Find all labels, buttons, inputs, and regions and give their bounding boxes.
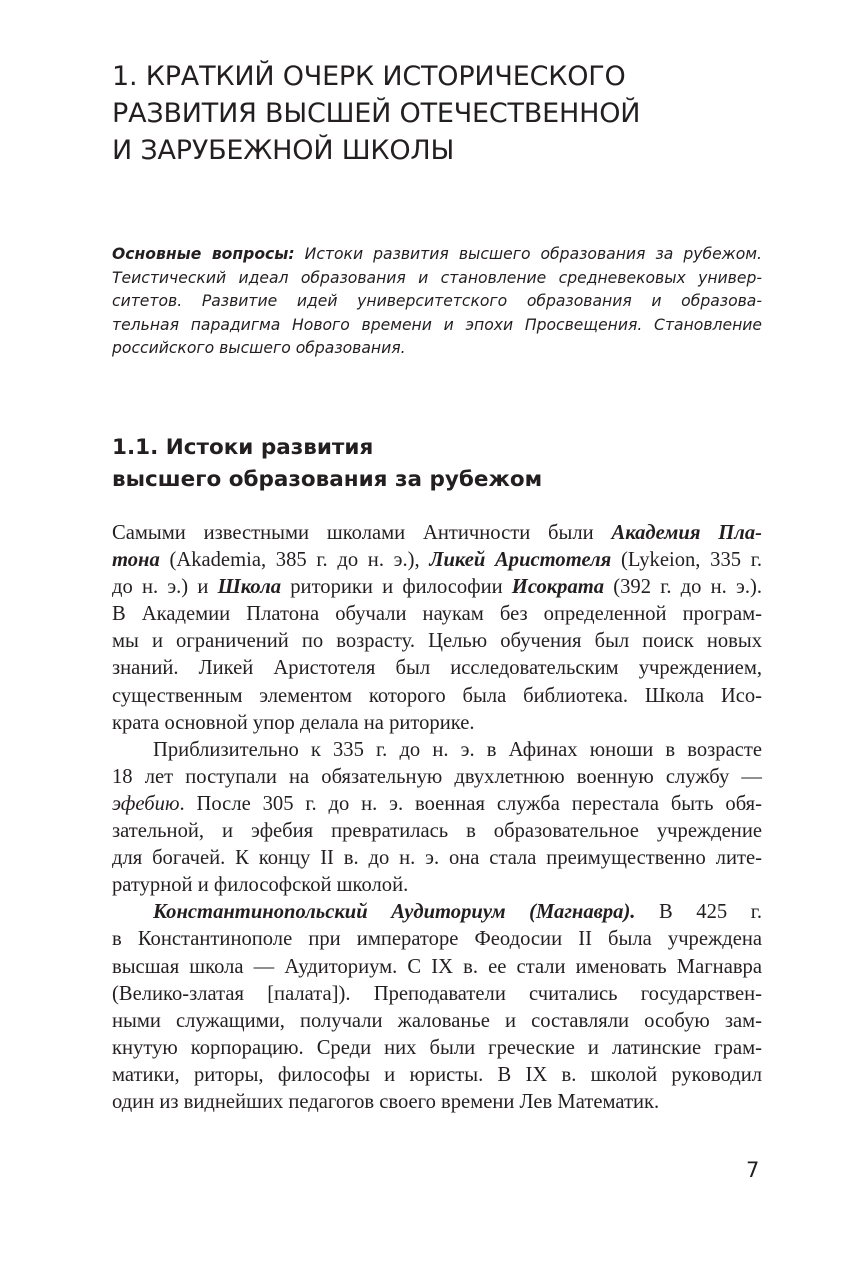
section-title-line: высшего образования за рубежом	[112, 467, 543, 492]
text-line	[112, 1008, 762, 1035]
abstract-line	[112, 243, 762, 267]
text-run: матики, риторы, философы и юристы. В IX в. школой руководил	[112, 1063, 762, 1086]
emphasized-term: Академия Пла-	[611, 522, 762, 544]
text-line	[112, 628, 762, 655]
chapter-title-line: И ЗАРУБЕЖНОЙ ШКОЛЫ	[112, 135, 455, 166]
text-run: Приблизительно к 335 г. до н. э. в Афинах юноши в возрасте	[153, 738, 762, 761]
text-line	[112, 601, 762, 628]
text-line	[112, 845, 762, 872]
text-line	[112, 710, 762, 737]
text-line	[112, 872, 762, 899]
chapter-title	[112, 58, 772, 169]
section-title	[112, 432, 542, 496]
paragraph	[112, 520, 762, 737]
text-run: . После 305 г. до н. э. военная служба перестала быть обя-	[179, 792, 762, 815]
text-line	[112, 954, 762, 981]
emphasized-term: эфебию	[112, 792, 180, 815]
text-line	[112, 1062, 762, 1089]
text-line	[112, 574, 762, 601]
chapter-title-line: 1. КРАТКИЙ ОЧЕРК ИСТОРИЧЕСКОГО	[112, 61, 626, 92]
emphasized-term: Ликей Аристотеля	[429, 549, 612, 572]
text-run: В Академии Платона обучали наукам без определенной програм-	[112, 603, 762, 626]
abstract-text: Истоки развития высшего образования за рубежом.	[294, 245, 762, 263]
key-questions	[112, 243, 762, 361]
text-line	[112, 520, 762, 547]
text-line	[112, 818, 762, 845]
page-number: 7	[746, 1158, 760, 1182]
text-line	[112, 1035, 762, 1062]
text-run: зательной, и эфебия превратилась в образовательное учреждение	[112, 820, 762, 843]
abstract-line: российского высшего образования.	[112, 339, 406, 358]
chapter-title-line: РАЗВИТИЯ ВЫСШЕЙ ОТЕЧЕСТВЕННОЙ	[112, 98, 641, 129]
text-line	[112, 683, 762, 710]
text-run: кнутую корпорацию. Среди них были греческие и латинские грам-	[112, 1036, 762, 1059]
text-run: ратурной и философской школой.	[112, 874, 409, 897]
abstract-line: ситетов. Развитие идей университетского образования и образова-	[112, 292, 762, 311]
emphasized-term: Исократа	[511, 576, 605, 599]
text-run: (Lykeion, 335 г.	[611, 549, 762, 572]
text-run: риторики и философии	[281, 576, 512, 599]
paragraph	[112, 737, 762, 900]
text-line	[112, 547, 762, 574]
text-run: для богачей. К концу II в. до н. э. она стала преимущественно лите-	[112, 847, 762, 870]
paragraph	[112, 899, 762, 1116]
text-run: Самыми известными школами Античности были	[112, 522, 612, 544]
abstract-line: тельная парадигма Нового времени и эпохи Просвещения. Становление	[112, 315, 762, 334]
emphasized-term: тона	[112, 549, 160, 572]
abstract-line: Теистический идеал образования и становление средневековых универ-	[112, 268, 762, 287]
body-text	[112, 520, 762, 1116]
text-line	[112, 737, 762, 764]
emphasized-term: Школа	[217, 576, 282, 599]
text-run: один из виднейших педагогов своего времени Лев Математик.	[112, 1090, 660, 1113]
text-run: высшая школа — Аудиториум. С IX в. ее стали именовать Магнавра	[112, 955, 762, 978]
key-questions-label: Основные вопросы:	[112, 245, 295, 263]
text-line	[112, 655, 762, 682]
text-run: (Велико-златая [палата]). Преподаватели считались государствен-	[112, 982, 762, 1005]
text-run: существенным элементом которого была библиотека. Школа Исо-	[112, 684, 762, 707]
text-run: (Akademia, 385 г. до н. э.),	[159, 549, 430, 572]
emphasized-term: Константинопольский Аудиториум (Магнавра).	[153, 901, 636, 924]
text-line	[112, 791, 762, 818]
text-run: в Константинополе при императоре Феодосии II была учреждена	[112, 928, 762, 951]
text-line	[112, 899, 762, 926]
text-run: В 425 г.	[635, 901, 763, 924]
text-run: ными служащими, получали жалованье и составляли особую зам-	[112, 1009, 762, 1032]
text-line	[112, 981, 762, 1008]
text-line	[112, 1089, 762, 1116]
text-line	[112, 926, 762, 953]
section-title-line: 1.1. Истоки развития	[112, 435, 374, 460]
text-run: знаний. Ликей Аристотеля был исследовательским учреждением,	[112, 657, 762, 680]
text-run: до н. э.) и	[112, 576, 218, 599]
text-run: (392 г. до н. э.).	[604, 576, 762, 599]
text-run: мы и ограничений по возрасту. Целью обучения был поиск новых	[112, 630, 762, 653]
text-run: крата основной упор делала на риторике.	[112, 711, 475, 734]
text-run: 18 лет поступали на обязательную двухлетнюю военную службу —	[112, 765, 762, 788]
text-line	[112, 764, 762, 791]
